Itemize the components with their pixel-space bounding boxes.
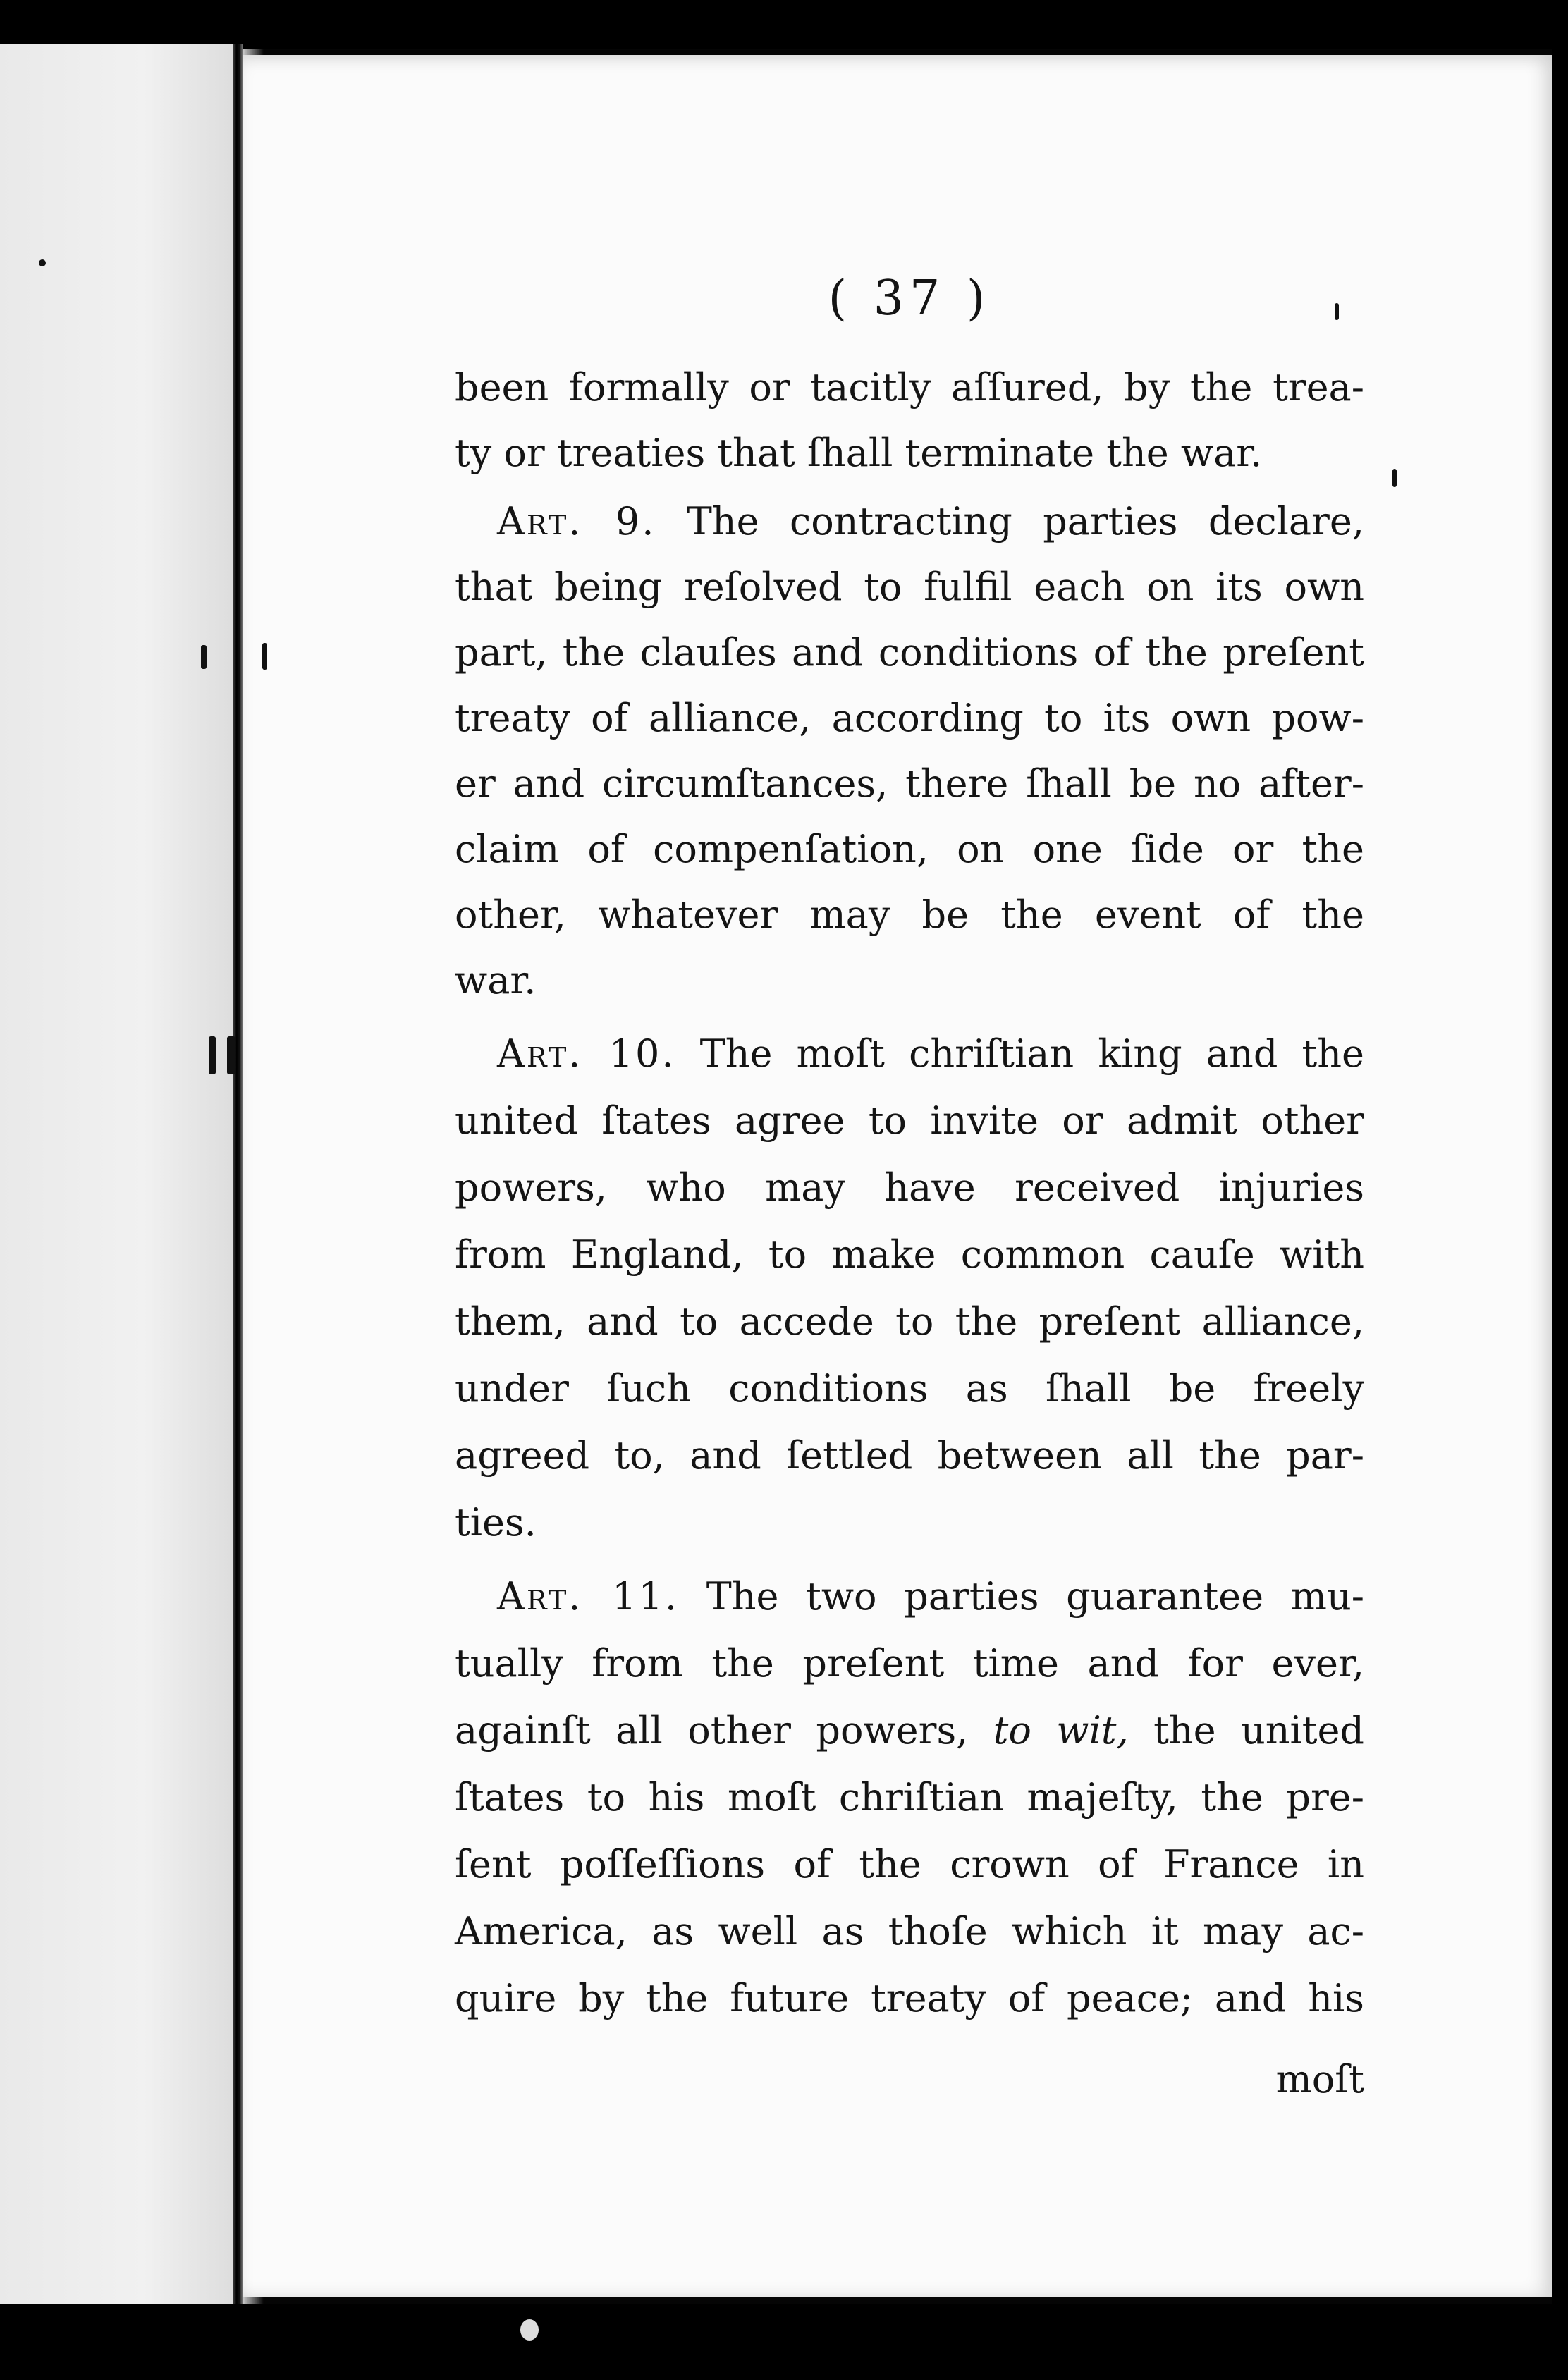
- scan-right-border: [1552, 42, 1568, 2310]
- text-line: tually from the preſent time and for ever,: [455, 1641, 1364, 1686]
- text-line: treaty of alliance, according to its own pow-: [455, 696, 1364, 740]
- article-9-line: [455, 493, 1364, 550]
- scan-speck: [39, 259, 46, 266]
- text-line: united ſtates agree to invite or admit other: [455, 1098, 1364, 1143]
- text-line: quire by the future treaty of peace; and his: [455, 1976, 1364, 2020]
- scan-speck: [201, 645, 207, 669]
- facing-page-edge: [0, 44, 240, 2307]
- text-segment: The contracting parties declare,: [686, 499, 1364, 544]
- scan-bottom-border: [0, 2304, 1568, 2380]
- text-line: war.: [455, 958, 537, 1002]
- scan-speck: [209, 1036, 216, 1074]
- text-line: been formally or tacitly aſſured, by the trea-: [455, 365, 1364, 410]
- text-line: part, the clauſes and conditions of the preſent: [455, 630, 1364, 675]
- text-line: ſent poſſeſſions of the crown of France in: [455, 1842, 1364, 1887]
- article-10-label: Art. 10.: [497, 1031, 676, 1076]
- scan-speck: [227, 1036, 235, 1074]
- text-segment: The two parties guarantee mu-: [706, 1574, 1364, 1619]
- article-9-label: Art. 9.: [497, 499, 656, 544]
- book-gutter: [233, 44, 243, 2307]
- to-wit-line: [455, 1703, 1364, 1759]
- text-line: other, whatever may be the event of the: [455, 892, 1364, 937]
- article-11-line: [455, 1569, 1364, 1625]
- scan-speck: [1392, 469, 1397, 487]
- scan-top-border: [0, 0, 1568, 49]
- text-line: ties.: [455, 1500, 537, 1545]
- scan-speck: [520, 2319, 539, 2341]
- article-11-label: Art. 11.: [497, 1574, 680, 1619]
- scan-speck: [262, 643, 267, 670]
- text-line: claim of compenſation, on one ſide or the: [455, 827, 1364, 871]
- text-line: under ſuch conditions as ſhall be freely: [455, 1366, 1364, 1411]
- text-line: from England, to make common cauſe with: [455, 1232, 1364, 1277]
- article-10-line: [455, 1026, 1364, 1082]
- text-segment: againſt all other powers,: [455, 1708, 969, 1753]
- text-line: that being reſolved to fulfil each on its own: [455, 565, 1364, 609]
- text-line: er and circumſtances, there ſhall be no after-: [455, 761, 1364, 806]
- italic-segment: to wit,: [993, 1708, 1129, 1753]
- text-line: powers, who may have received injuries: [455, 1165, 1364, 1210]
- text-line: agreed to, and ſettled between all the par-: [455, 1433, 1364, 1478]
- text-line: ſtates to his moſt chriſtian majeſty, the pre-: [455, 1775, 1364, 1820]
- page-number: ( 37 ): [828, 271, 991, 326]
- text-line: ty or treaties that ſhall terminate the war.: [455, 431, 1263, 475]
- text-line: America, as well as thoſe which it may ac-: [455, 1909, 1364, 1953]
- text-line: them, and to accede to the preſent alliance,: [455, 1299, 1364, 1344]
- catchword: moſt: [1275, 2057, 1364, 2102]
- text-segment: The moſt chriſtian king and the: [699, 1031, 1364, 1076]
- text-segment: the united: [1153, 1708, 1364, 1753]
